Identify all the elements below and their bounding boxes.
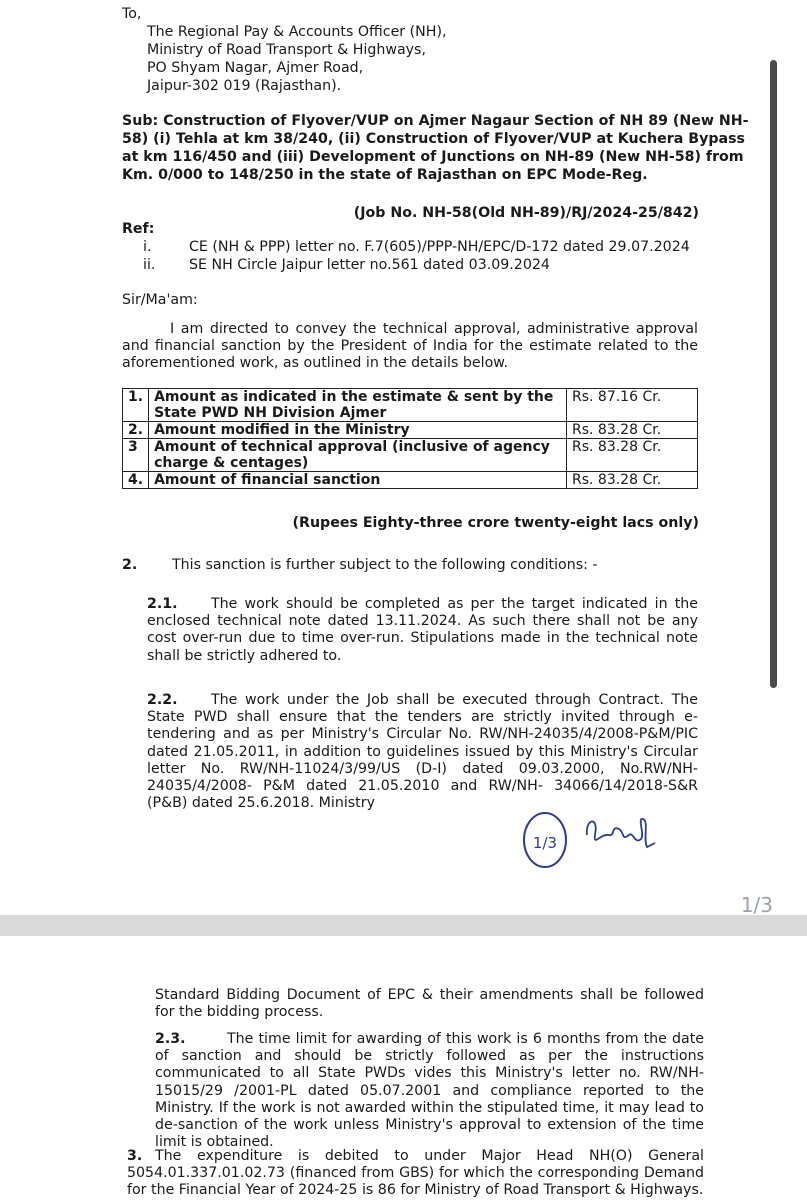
row-number: 4. — [123, 472, 149, 489]
address-line: Ministry of Road Transport & Highways, — [147, 42, 426, 58]
subject-line: at km 116/450 and (iii) Development of Junctions on NH-89 (New NH-58) from — [122, 149, 744, 165]
clause-2-2: The work under the Job shall be executed through Contract. The State PWD shall ensure that the tenders are strictly invited through e-tendering and as per Ministry's Circular No. RW/NH-24035/4/2008-P&M/PIC dated 21.05.2011, in addition to guidelines issued by this Ministry's Circular letter No. RW/NH-11024/3/99/US (D-I) dated 09.03.2000, No.RW/NH-24035/4/2008- P&M dated 21.05.2010 and RW/NH- 34066/14/2018-S&R (P&B) dated 25.6.2018. Ministry — [147, 692, 698, 812]
address-line: PO Shyam Nagar, Ajmer Road, — [147, 60, 364, 76]
clause-number: 2.2. — [147, 692, 178, 708]
ref-text: CE (NH & PPP) letter no. F.7(605)/PPP-NH/EPC/D-172 dated 29.07.2024 — [189, 239, 690, 255]
ref-num: ii. — [143, 257, 156, 273]
section-2-text: This sanction is further subject to the following conditions: - — [172, 557, 598, 573]
clause-number: 2.3. — [155, 1031, 186, 1047]
address-line: The Regional Pay & Accounts Officer (NH), — [147, 24, 447, 40]
ref-heading: Ref: — [122, 221, 155, 237]
ref-text: SE NH Circle Jaipur letter no.561 dated 03.09.2024 — [189, 257, 550, 273]
ref-num: i. — [143, 239, 152, 255]
continuation-text: Standard Bidding Document of EPC & their amendments shall be followed for the bidding process. — [155, 987, 704, 1021]
row-number: 2. — [123, 422, 149, 439]
salutation: Sir/Ma'am: — [122, 292, 198, 308]
row-number: 1. — [123, 389, 149, 422]
clause-number: 2.1. — [147, 596, 178, 612]
row-description: Amount of technical approval (inclusive of agency charge & centages) — [149, 439, 567, 472]
row-amount: Rs. 83.28 Cr. — [567, 439, 698, 472]
subject-line: Sub: Construction of Flyover/VUP on Ajmer Nagaur Section of NH 89 (New NH- — [122, 113, 749, 129]
table-row — [123, 389, 698, 422]
row-number: 3 — [123, 439, 149, 472]
section-number: 3. — [127, 1148, 143, 1164]
amount-table — [122, 388, 698, 489]
stamp-text: 1/3 — [532, 834, 558, 852]
document-page-2 — [0, 936, 807, 1200]
table-row — [123, 472, 698, 489]
table-row — [123, 439, 698, 472]
address-line: Jaipur-302 019 (Rajasthan). — [147, 78, 342, 94]
row-description: Amount modified in the Ministry — [149, 422, 567, 439]
scrollbar[interactable] — [770, 60, 777, 688]
row-amount: Rs. 83.28 Cr. — [567, 472, 698, 489]
row-description: Amount as indicated in the estimate & sent by the State PWD NH Division Ajmer — [149, 389, 567, 422]
clause-2-3: The time limit for awarding of this work is 6 months from the date of sanction and should be strictly followed as per the instructions communicated to all State PWDs vides this Ministry's letter no. RW/NH-15015/29 /2001-PL dated 05.07.2001 and compliance reported to the Ministry. If the work is not awarded within the stipulated time, it may lead to de-sanction of the work unless Ministry's approval to extension of the time limit is obtained. — [155, 1031, 704, 1151]
job-number: (Job No. NH-58(Old NH-89)/RJ/2024-25/842) — [353, 205, 699, 221]
section-number: 2. — [122, 557, 138, 573]
amount-in-words: (Rupees Eighty-three crore twenty-eight lacs only) — [292, 515, 699, 531]
signature-stamp — [515, 805, 675, 875]
intro-paragraph: I am directed to convey the technical approval, administrative approval and financial sanction by the President of India for the estimate related to the aforementioned work, as outlined in the details below. — [122, 321, 698, 372]
row-description: Amount of financial sanction — [149, 472, 567, 489]
page-indicator: 1/3 — [740, 893, 773, 915]
row-amount: Rs. 87.16 Cr. — [567, 389, 698, 422]
table-row — [123, 422, 698, 439]
clause-2-1: The work should be completed as per the target indicated in the enclosed technical note dated 13.11.2024. As such there shall not be any cost over-run due to time over-run. Stipulations made in the technical note shall be strictly adhered to. — [147, 596, 698, 664]
section-3-text: The expenditure is debited to under Major Head NH(O) General 5054.01.337.01.02.73 (financed from GBS) for which the corresponding Demand for the Financial Year of 2024-25 is 86 for Ministry of Road Transport & Highways. — [127, 1148, 704, 1199]
row-amount: Rs. 83.28 Cr. — [567, 422, 698, 439]
to-line: To, — [122, 6, 142, 22]
subject-line: 58) (i) Tehla at km 38/240, (ii) Construction of Flyover/VUP at Kuchera Bypass — [122, 131, 745, 147]
subject-line: Km. 0/000 to 148/250 in the state of Rajasthan on EPC Mode-Reg. — [122, 167, 648, 183]
signature-icon — [587, 819, 655, 847]
